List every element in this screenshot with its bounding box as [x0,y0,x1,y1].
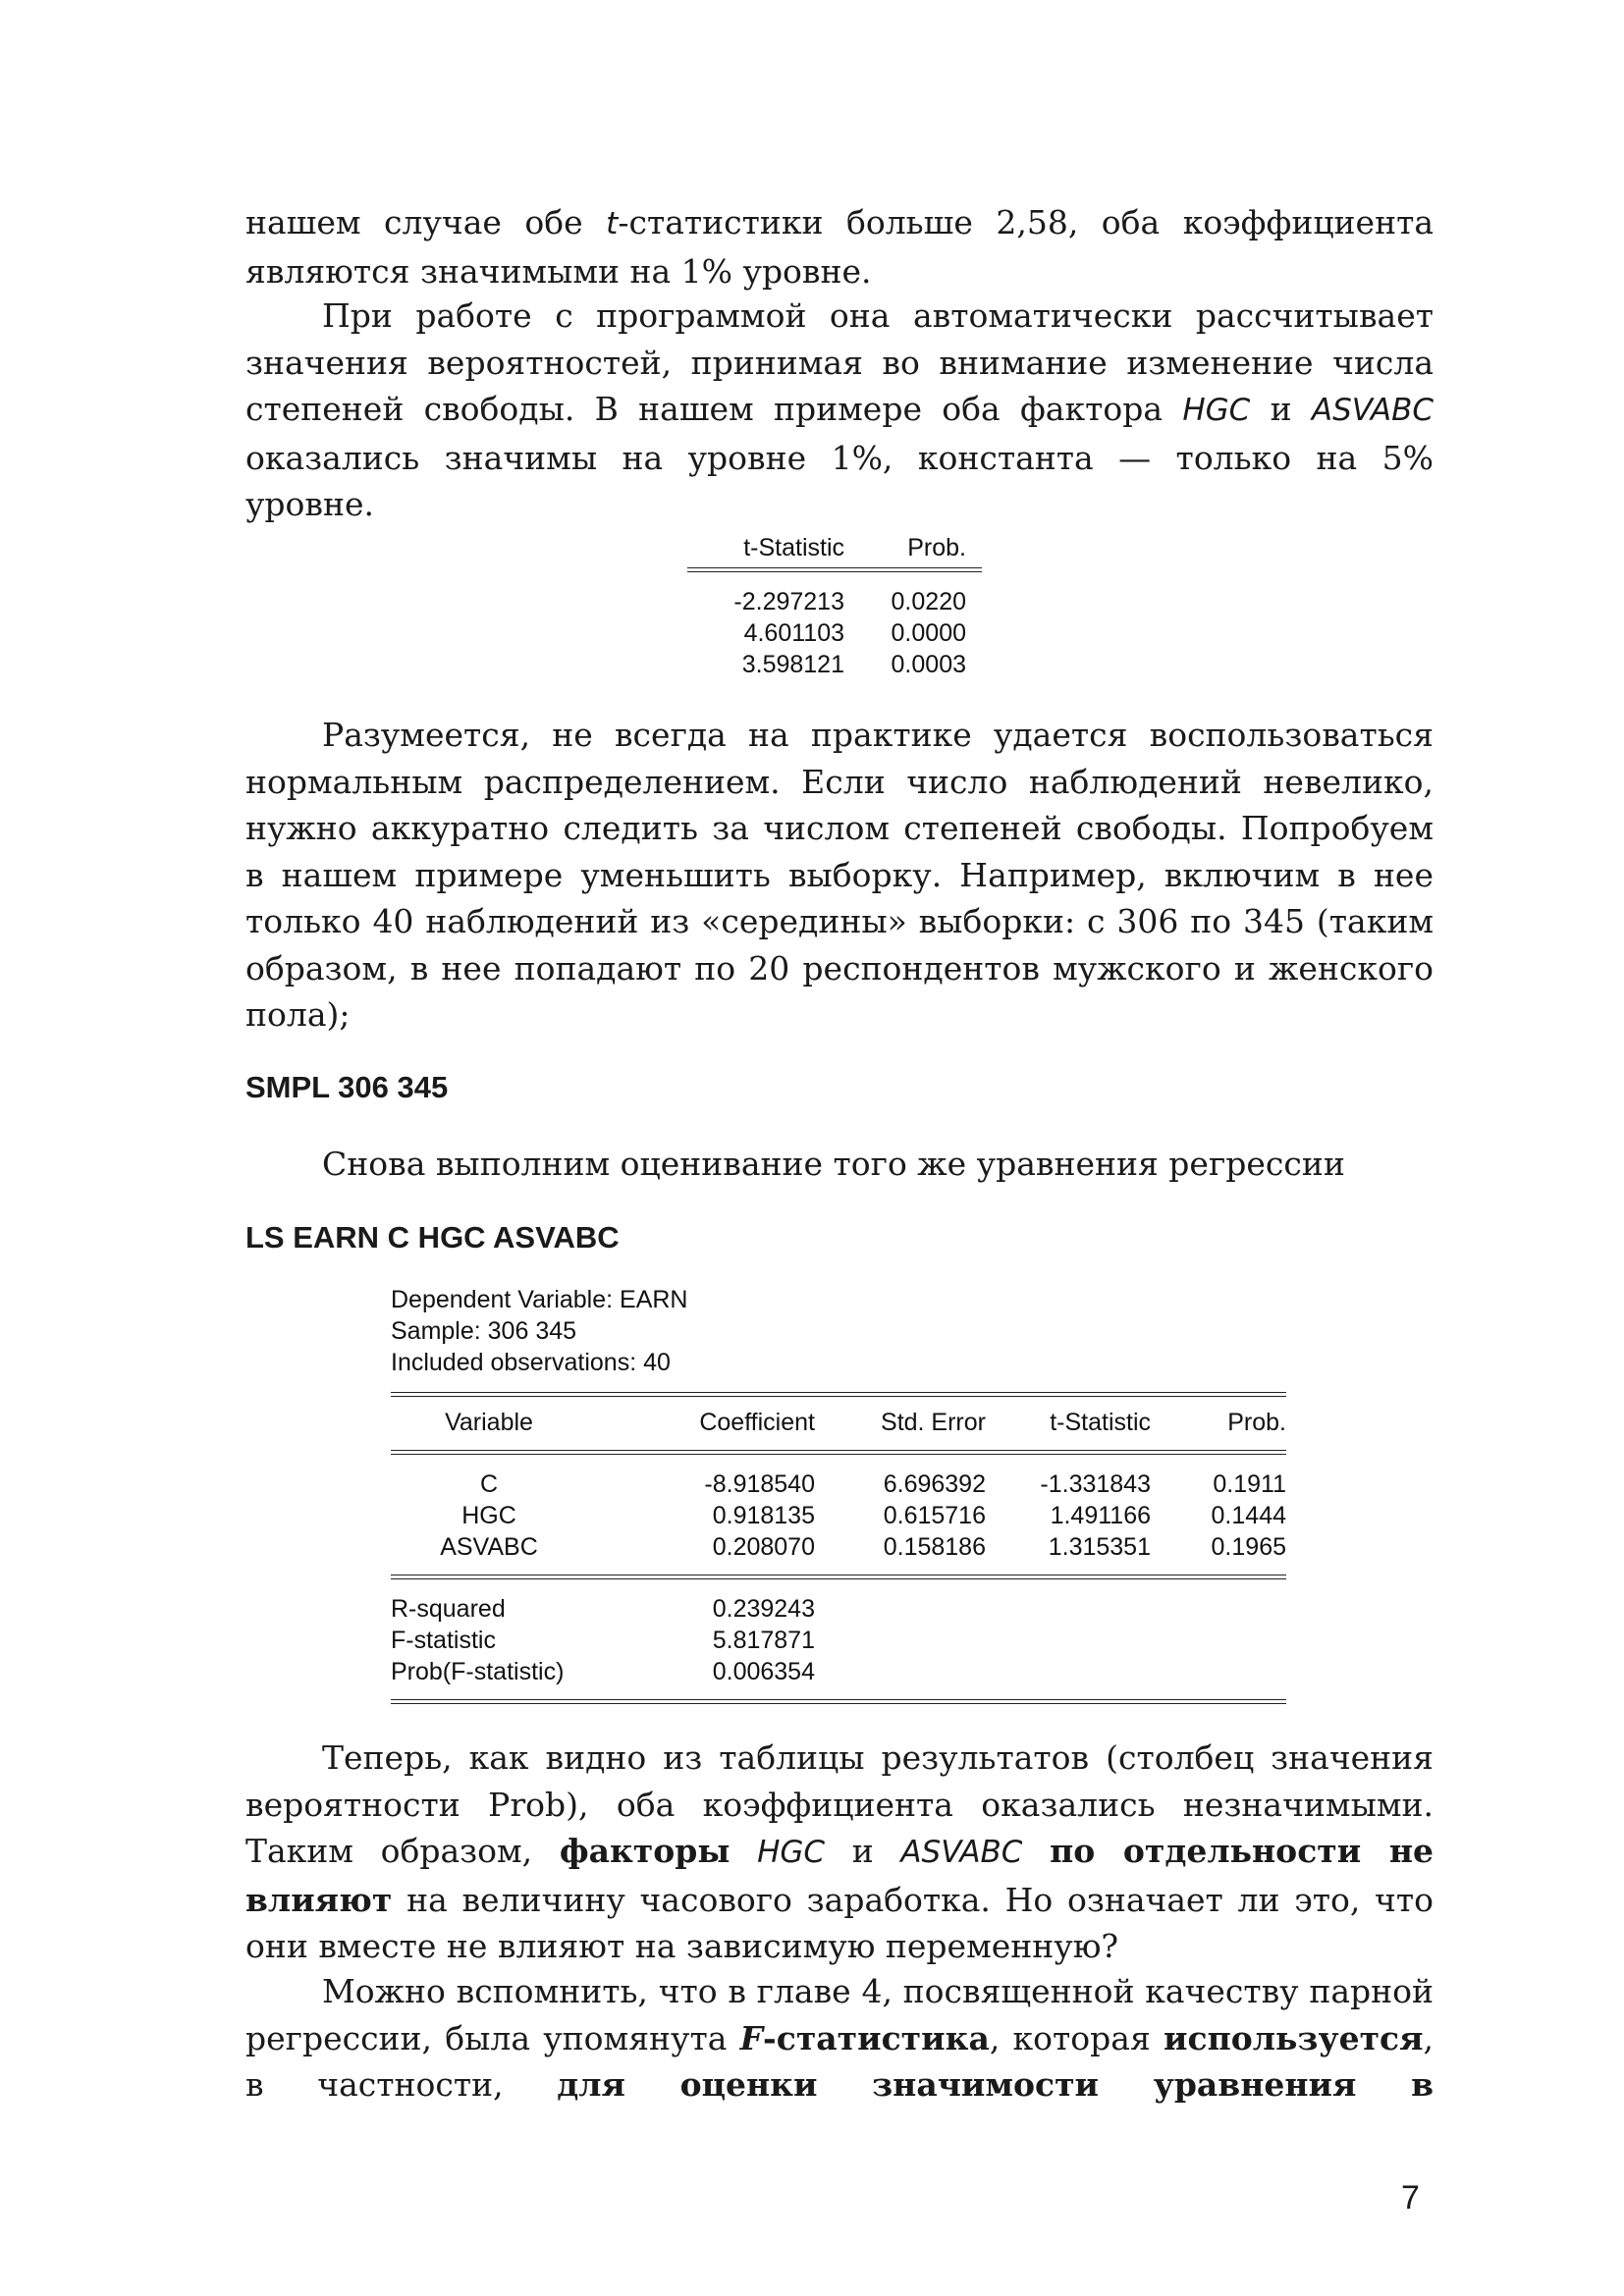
table-double-rule [687,567,982,572]
t-statistic-table [687,532,982,680]
t-statistic-cell: 1.491166 [1050,1502,1151,1529]
column-header: Std. Error [881,1409,986,1436]
stat-value: 5.817871 [712,1627,815,1654]
prob-cell: 0.0220 [891,588,966,615]
stat-label: Prob(F-statistic) [391,1658,565,1685]
text-run: -статистики больше 2,58, оба коэффициента [618,203,1434,241]
column-header: t-Statistic [1050,1409,1151,1436]
text-run: оказались значимы на уровне 1%, константа — только на 5% уровне. [245,438,1434,523]
column-header: t-Statistic [743,534,844,561]
paragraph-2 [245,293,1434,528]
t-statistic-cell: 3.598121 [741,651,844,678]
paragraph-6 [245,1968,1434,2109]
text-run [730,1832,757,1870]
paragraph-4 [245,1141,1434,1188]
stats-row [391,1625,1286,1656]
t-statistic-cell: -2.297213 [733,588,844,615]
t-statistic-cell: 1.315351 [1048,1533,1151,1561]
text-run: , которая [989,2018,1164,2057]
paragraph-4-text: Снова выполним оценивание того же уравнения регрессии [322,1145,1345,1183]
text-run [1022,1832,1050,1870]
column-header: Prob. [907,534,966,561]
page-number: 7 [1401,2179,1420,2216]
paragraph-3-text: Разумеется, не всегда на практике удается воспользоваться нормальным распределением. Если число наблюдений невелико, нужно аккуратно следить за числом степеней свободы. Попробуем в нашем примере уменьшить выборку. Например, включим в нее только 40 наблюдений из «середины» выборки: с 306 по 345 (таким образом, в нее попадают по 20 респондентов мужского и женского пола); [245,716,1434,1034]
prob-cell: 0.1965 [1211,1533,1286,1561]
stat-value: 0.006354 [712,1658,815,1685]
bold-text: по отдельности не влияют [245,1832,1435,1919]
column-header: Coefficient [699,1409,815,1436]
stat-label: F-statistic [391,1627,496,1654]
math-variable-asvabc: ASVABC [900,1835,1023,1870]
text-run: Теперь, как видно из таблицы результатов (столбец значения вероятности Prob), оба коэффициента оказались незначимыми. Таким образом, [245,1738,1434,1870]
variable-cell: ASVABC [440,1533,538,1561]
stat-label: R-squared [391,1595,506,1623]
math-variable-t: t [606,206,619,241]
text-run: Можно вспомнить, что в главе 4, посвященной качеству парной регрессии, была упомянута [245,1972,1434,2057]
stats-row [391,1593,1286,1625]
text-run: и [1250,390,1312,428]
text-run: и [825,1832,901,1870]
variable-cell: C [479,1470,499,1498]
prob-cell: 0.0000 [891,619,966,647]
table-double-rule [391,1699,1286,1704]
coefficient-cell: 0.208070 [712,1533,815,1561]
table-double-rule [391,1392,1286,1397]
t-statistic-cell: -1.331843 [1040,1470,1151,1498]
variable-cell: HGC [461,1502,516,1529]
column-header: Variable [445,1409,533,1436]
table-row [391,1531,1286,1563]
text-run: , в частности, [245,2018,1435,2104]
column-header: Prob. [1227,1409,1286,1436]
paragraph-1-line-2: являются значимыми на 1% уровне. [245,251,872,291]
table-double-rule [391,1575,1286,1579]
math-variable-hgc: HGC [757,1835,826,1870]
paragraph-5 [245,1735,1434,1970]
text-run: нашем случае обе [245,203,607,241]
text-run: При работе с программой она автоматически рассчитывает значения вероятностей, принимая во внимание изменение числа степеней свободы. В нашем примере оба фактора [245,296,1434,428]
stat-value: 0.239243 [712,1595,815,1623]
command-ls: LS EARN C HGC ASVABC [245,1220,620,1255]
table-header-row [391,1407,1286,1438]
table-header-row [687,532,982,563]
bold-text: используется [1164,2018,1424,2057]
coefficient-cell: 0.918135 [712,1502,815,1529]
table-row [391,1500,1286,1531]
std-error-cell: 6.696392 [883,1470,986,1498]
bold-italic-f: F [739,2018,764,2057]
coefficient-cell: -8.918540 [704,1470,815,1498]
prob-cell: 0.0003 [891,651,966,678]
paragraph-6-text [245,1968,1434,2109]
sample-label: Sample: 306 345 [391,1317,577,1345]
prob-cell: 0.1911 [1213,1470,1286,1498]
table-row [687,649,982,680]
paragraph-3 [245,712,1434,1039]
std-error-cell: 0.615716 [883,1502,986,1529]
regression-output-table [391,1284,1286,1704]
included-observations-label: Included observations: 40 [391,1349,671,1376]
paragraph-2-text [245,293,1434,528]
paragraph-1 [245,199,1434,294]
bold-text: -статистика [763,2018,990,2057]
dependent-variable-label: Dependent Variable: EARN [391,1286,688,1313]
paragraph-1-line-1 [245,199,1434,248]
math-variable-asvabc: ASVABC [1311,393,1435,428]
stats-row [391,1656,1286,1687]
table-row [391,1468,1286,1500]
prob-cell: 0.1444 [1211,1502,1286,1529]
text-run: на величину часового заработка. Но означает ли это, что они вместе не влияют на зависимую переменную? [245,1880,1434,1965]
table-double-rule [391,1450,1286,1455]
command-smpl: SMPL 306 345 [245,1070,449,1104]
bold-text: факторы [559,1832,731,1870]
std-error-cell: 0.158186 [883,1533,986,1561]
t-statistic-cell: 4.601103 [743,619,844,647]
math-variable-hgc: HGC [1182,393,1251,428]
bold-text: для оценки значимости уравнения в [557,2065,1434,2104]
table-row [687,586,982,617]
table-row [687,617,982,649]
paragraph-5-text [245,1735,1434,1970]
